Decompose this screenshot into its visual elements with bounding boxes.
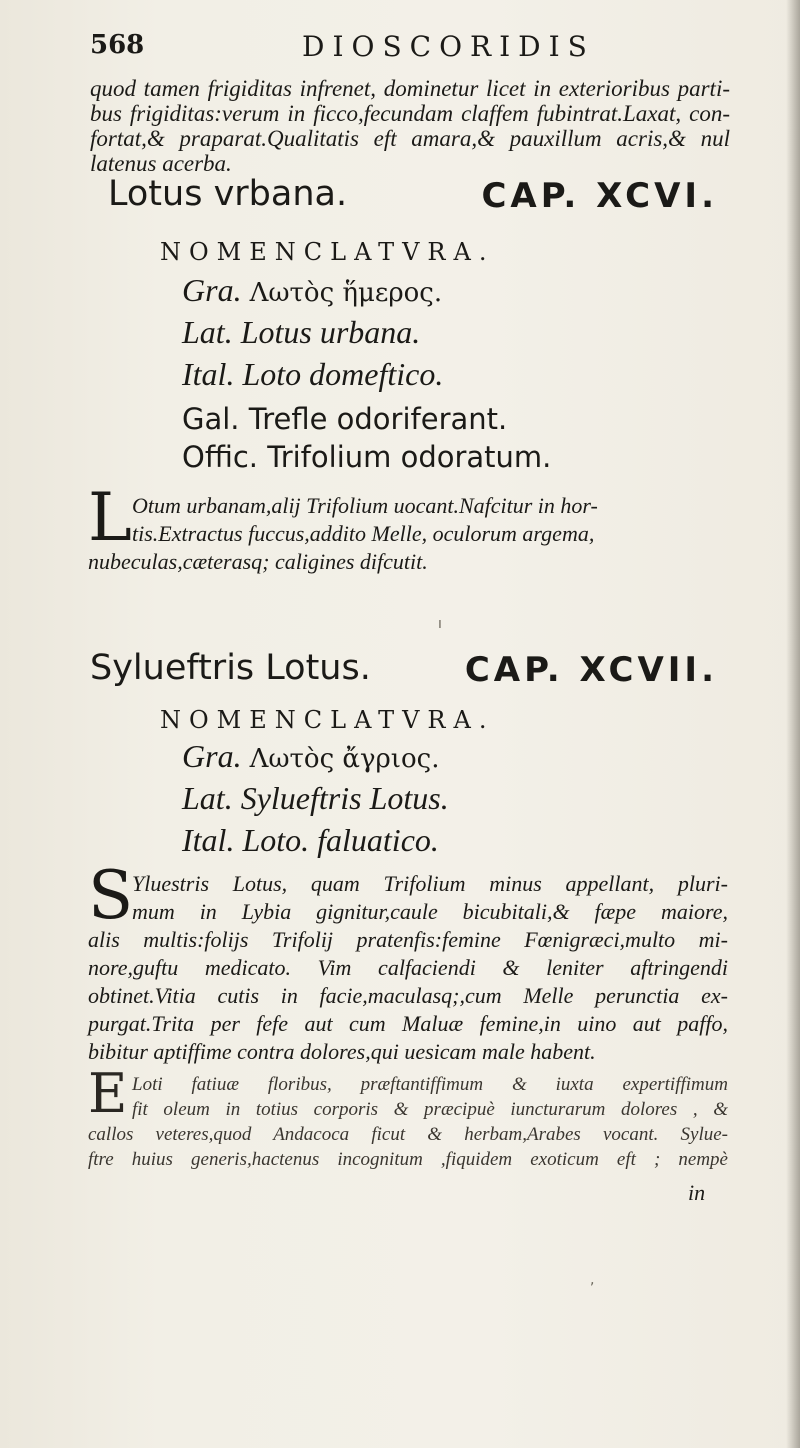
chapter-96-heading (108, 174, 718, 222)
synonym-value: Loto. faluatico. (242, 822, 439, 858)
synonym-italian (182, 356, 443, 394)
drop-capital: E (88, 1062, 128, 1125)
chapter-97-heading (90, 648, 718, 696)
commentary-note (88, 1062, 728, 1172)
synonym-value: Lotus urbana. (240, 314, 421, 350)
continued-text (90, 76, 730, 176)
chapter-96-title: Lotus vrbana. (108, 174, 348, 214)
synonym-lang: Gra. (182, 738, 242, 774)
chapter-97-nomenclatura: NOMENCLATVRA. (160, 706, 495, 734)
text-line: fit oleum in totius corporis & præcipuè iuncturarum dolores , & (132, 1099, 728, 1120)
text-line: mum in Lybia gignitur,caule bicubitali,& fæpe maiore, (132, 899, 728, 924)
catchword: in (688, 1180, 706, 1205)
synonym-value: Λωτὸς ἥμερος. (249, 278, 443, 308)
chapter-97-text (88, 857, 728, 1066)
text-line: ftre huius generis,hactenus incognitum ,fiquidem exoticum eft ; nempè (88, 1149, 728, 1170)
chapter-97-cap: CAP. XCVII. (464, 650, 718, 690)
synonym-lang: Ital. (182, 822, 235, 858)
chapter-96-nomenclatura: NOMENCLATVRA. (160, 238, 495, 266)
synonym-value: Sylueftris Lotus. (240, 780, 449, 816)
page-edge-shadow (786, 0, 800, 1448)
text-line: nore,guftu medicato. Vim calfaciendi & leniter aftringendi (88, 955, 728, 980)
text-line: tis.Extractus fuccus,addito Melle, oculorum argema, (132, 521, 595, 546)
text-line: Yluestris Lotus, quam Trifolium minus appellant, pluri- (132, 871, 728, 896)
ink-speck: ı (438, 616, 442, 632)
synonym-french (182, 402, 507, 440)
drop-capital: L (88, 479, 132, 556)
chapter-96-cap: CAP. XCVI. (481, 176, 718, 216)
text-line: Otum urbanam,alij Trifolium uocant.Nafcitur in hor- (132, 493, 598, 518)
text-line: callos veteres,quod Andacoca ficut & herbam,Arabes vocant. Sylue- (88, 1124, 728, 1145)
ink-speck: , (590, 1272, 595, 1288)
synonym-italian (182, 822, 439, 860)
text-line: alis multis:folijs Trifolij pratenfis:femine Fœnigræci,multo mi- (88, 927, 728, 952)
running-head (90, 30, 710, 70)
chapter-96-text (88, 479, 728, 576)
synonym-lang: Lat. (182, 780, 233, 816)
synonym-lang: Gal. (182, 402, 240, 436)
text-line: Loti fatiuæ floribus, præftantiffimum & iuxta expertiffimum (132, 1074, 728, 1095)
text-line: quod tamen frigiditas infrenet, dominetur licet in exterioribus parti- (90, 76, 730, 101)
synonym-value: Λωτὸς ἄγριος. (249, 744, 440, 774)
text-line: bibitur aptiffime contra dolores,qui uesicam male habent. (88, 1039, 596, 1064)
text-line: bus frigiditas:verum in ficco,fecundam claffem fubintrat.Laxat, con- (90, 101, 730, 126)
synonym-lang: Gra. (182, 272, 242, 308)
text-line: nubeculas,cæterasq; caligines difcutit. (88, 549, 428, 574)
synonym-value: Trifolium odoratum. (267, 440, 552, 474)
text-line: purgat.Trita per fefe aut cum Maluæ femine,in uino aut paffo, (88, 1011, 728, 1036)
synonym-latin (182, 314, 420, 352)
synonym-lang: Ital. (182, 356, 235, 392)
text-line: fortat,& praparat.Qualitatis eft amara,& pauxillum acris,& nul (90, 126, 730, 151)
drop-capital: S (88, 857, 134, 934)
running-title: DIOSCORIDIS (302, 30, 595, 63)
synonym-greek (182, 738, 439, 776)
synonym-officinal (182, 440, 551, 478)
synonym-value: Trefle odoriferant. (248, 402, 508, 436)
chapter-97-title: Sylueftris Lotus. (90, 648, 371, 688)
text-line: latenus acerba. (90, 151, 232, 176)
synonym-lang: Lat. (182, 314, 233, 350)
text-line: obtinet.Vitia cutis in facie,maculasq;,cum Melle perunctia ex- (88, 983, 728, 1008)
synonym-latin (182, 780, 449, 818)
synonym-lang: Offic. (182, 440, 259, 474)
page-number: 568 (90, 30, 145, 60)
synonym-value: Loto domeftico. (242, 356, 444, 392)
synonym-greek (182, 272, 442, 310)
